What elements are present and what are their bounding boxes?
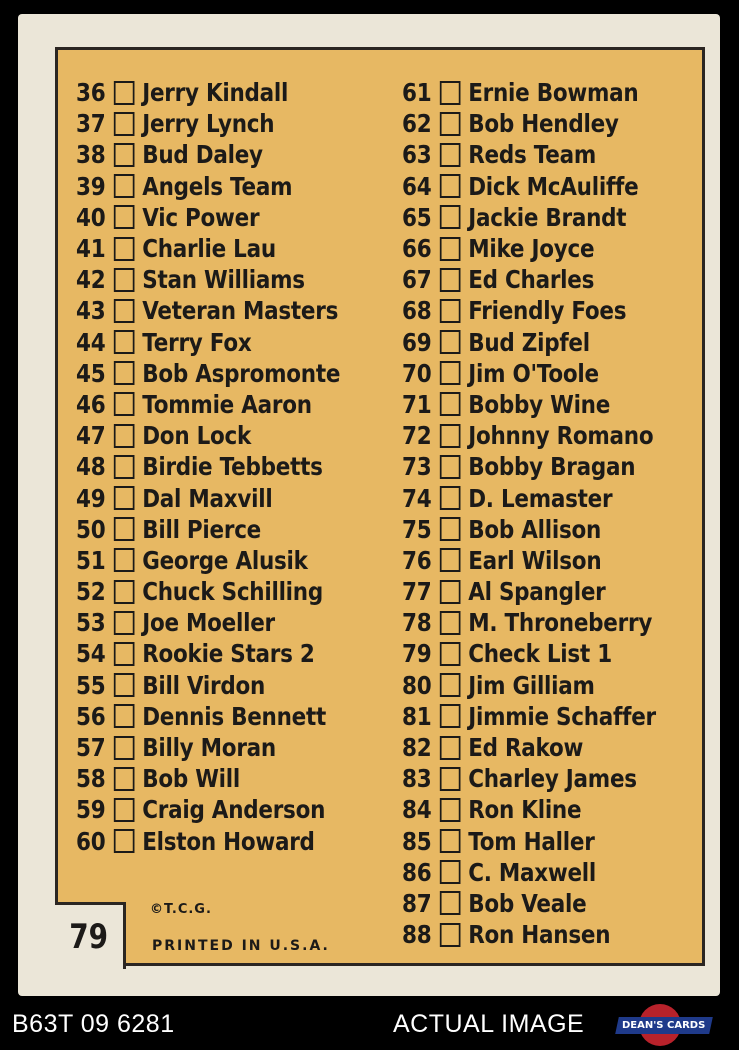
entry-number: 85 <box>402 826 432 856</box>
checklist-entry <box>402 139 656 170</box>
checklist-entry <box>76 233 340 264</box>
player-name: Jim Gilliam <box>468 670 595 700</box>
checkbox[interactable] <box>440 299 461 323</box>
checklist-entry <box>402 607 656 638</box>
checklist-entry <box>402 233 656 264</box>
entry-number: 54 <box>76 639 106 669</box>
entry-number: 67 <box>402 265 432 295</box>
checklist-entry <box>402 826 656 857</box>
checkbox[interactable] <box>440 704 461 728</box>
entry-number: 55 <box>76 670 106 700</box>
checkbox[interactable] <box>440 829 461 853</box>
checklist-entry <box>402 638 656 669</box>
checklist-entry <box>402 264 656 295</box>
checklist-entry <box>76 732 340 763</box>
entry-number: 47 <box>76 421 106 451</box>
entry-number: 87 <box>402 888 432 918</box>
checkbox[interactable] <box>114 455 135 479</box>
card-number-box <box>55 902 126 969</box>
checklist-entry <box>402 732 656 763</box>
checkbox[interactable] <box>440 798 461 822</box>
player-name: M. Throneberry <box>468 608 653 638</box>
checkbox[interactable] <box>440 517 461 541</box>
checkbox[interactable] <box>114 112 135 136</box>
checklist-entry <box>76 420 340 451</box>
checklist-entry <box>402 794 656 825</box>
player-name: D. Lemaster <box>468 483 613 513</box>
checklist-entry <box>76 264 340 295</box>
checklist-entry <box>402 763 656 794</box>
checkbox[interactable] <box>440 642 461 666</box>
checklist-entry <box>76 670 340 701</box>
player-name: Angels Team <box>142 171 293 201</box>
checklist-entry <box>402 202 656 233</box>
checkbox[interactable] <box>114 237 135 261</box>
entry-number: 51 <box>76 545 106 575</box>
entry-number: 41 <box>76 234 106 264</box>
player-name: Dick McAuliffe <box>468 171 639 201</box>
checklist-entry <box>76 701 340 732</box>
player-name: Bob Allison <box>468 514 602 544</box>
player-name: Bob Hendley <box>468 109 619 139</box>
entry-number: 69 <box>402 327 432 357</box>
checkbox[interactable] <box>440 112 461 136</box>
checkbox[interactable] <box>114 392 135 416</box>
entry-number: 65 <box>402 202 432 232</box>
player-name: Billy Moran <box>142 733 276 763</box>
checkbox[interactable] <box>440 330 461 354</box>
player-name: Tommie Aaron <box>142 389 312 419</box>
checklist-entry <box>76 451 340 482</box>
entry-number: 46 <box>76 389 106 419</box>
entry-number: 40 <box>76 202 106 232</box>
entry-number: 70 <box>402 358 432 388</box>
checklist-entry <box>402 888 656 919</box>
checklist-column-left <box>76 77 383 857</box>
checklist-entry <box>76 139 340 170</box>
copyright-text: ©T.C.G. <box>150 902 212 917</box>
checklist-entry <box>76 202 340 233</box>
checkbox[interactable] <box>114 299 135 323</box>
card-number: 79 <box>69 917 109 957</box>
checkbox[interactable] <box>114 361 135 385</box>
player-name: Friendly Foes <box>468 296 627 326</box>
entry-number: 50 <box>76 514 106 544</box>
player-name: Bob Veale <box>468 888 587 918</box>
checklist-entry <box>76 482 340 513</box>
player-name: Charlie Lau <box>142 234 276 264</box>
checklist-entry <box>76 794 340 825</box>
checkbox[interactable] <box>440 424 461 448</box>
checklist-entry <box>402 919 656 950</box>
checkbox[interactable] <box>440 361 461 385</box>
checkbox[interactable] <box>440 860 461 884</box>
player-name: Dal Maxvill <box>142 483 273 513</box>
player-name: Ron Hansen <box>468 920 611 950</box>
checkbox[interactable] <box>440 237 461 261</box>
entry-number: 59 <box>76 795 106 825</box>
entry-number: 83 <box>402 764 432 794</box>
entry-number: 52 <box>76 577 106 607</box>
player-name: Reds Team <box>468 140 597 170</box>
entry-number: 48 <box>76 452 106 482</box>
player-name: Bobby Bragan <box>468 452 636 482</box>
entry-number: 82 <box>402 733 432 763</box>
player-name: George Alusik <box>142 545 308 575</box>
player-name: Jim O'Toole <box>468 358 599 388</box>
checklist-entry <box>76 358 340 389</box>
entry-number: 77 <box>402 577 432 607</box>
entry-number: 64 <box>402 171 432 201</box>
checklist-entry <box>76 638 340 669</box>
player-name: Jerry Lynch <box>142 109 275 139</box>
player-name: Charley James <box>468 764 637 794</box>
checklist-entry <box>402 108 656 139</box>
entry-number: 43 <box>76 296 106 326</box>
checklist-entry <box>402 77 656 108</box>
entry-number: 72 <box>402 421 432 451</box>
player-name: C. Maxwell <box>468 857 597 887</box>
checklist-entry <box>402 482 656 513</box>
player-name: Johnny Romano <box>468 421 654 451</box>
entry-number: 75 <box>402 514 432 544</box>
entry-number: 71 <box>402 389 432 419</box>
player-name: Bud Zipfel <box>468 327 590 357</box>
entry-number: 58 <box>76 764 106 794</box>
checklist-entry <box>76 514 340 545</box>
player-name: Vic Power <box>142 202 260 232</box>
checkbox[interactable] <box>114 268 135 292</box>
checkbox[interactable] <box>440 548 461 572</box>
player-name: Dennis Bennett <box>142 701 327 731</box>
entry-number: 60 <box>76 826 106 856</box>
checklist-entry <box>402 670 656 701</box>
checklist-column-right <box>402 77 697 950</box>
player-name: Al Spangler <box>468 577 606 607</box>
checkbox[interactable] <box>114 736 135 760</box>
entry-number: 62 <box>402 109 432 139</box>
entry-number: 68 <box>402 296 432 326</box>
checklist-entry <box>402 171 656 202</box>
entry-number: 78 <box>402 608 432 638</box>
checkbox[interactable] <box>114 486 135 510</box>
entry-number: 80 <box>402 670 432 700</box>
entry-number: 36 <box>76 78 106 108</box>
deans-cards-logo <box>617 1004 711 1046</box>
checkbox[interactable] <box>114 580 135 604</box>
player-name: Mike Joyce <box>468 234 595 264</box>
checklist-entry <box>402 358 656 389</box>
entry-number: 42 <box>76 265 106 295</box>
checklist-entry <box>402 295 656 326</box>
checklist-entry <box>76 108 340 139</box>
entry-number: 84 <box>402 795 432 825</box>
checkbox[interactable] <box>114 143 135 167</box>
entry-number: 39 <box>76 171 106 201</box>
checkbox[interactable] <box>440 455 461 479</box>
entry-number: 76 <box>402 545 432 575</box>
checkbox[interactable] <box>114 611 135 635</box>
entry-number: 61 <box>402 78 432 108</box>
checkbox[interactable] <box>440 673 461 697</box>
player-name: Ed Charles <box>468 265 595 295</box>
player-name: Jimmie Schaffer <box>468 701 656 731</box>
checkbox[interactable] <box>440 143 461 167</box>
entry-number: 44 <box>76 327 106 357</box>
checklist-entry <box>402 701 656 732</box>
player-name: Bill Pierce <box>142 514 262 544</box>
checklist-entry <box>402 451 656 482</box>
player-name: Bill Virdon <box>142 670 266 700</box>
checkbox[interactable] <box>114 642 135 666</box>
player-name: Stan Williams <box>142 265 305 295</box>
entry-number: 73 <box>402 452 432 482</box>
checkbox[interactable] <box>440 767 461 791</box>
player-name: Jackie Brandt <box>468 202 627 232</box>
entry-number: 88 <box>402 920 432 950</box>
player-name: Chuck Schilling <box>142 577 323 607</box>
entry-number: 86 <box>402 857 432 887</box>
entry-number: 53 <box>76 608 106 638</box>
entry-number: 74 <box>402 483 432 513</box>
checklist-entry <box>76 576 340 607</box>
checkbox[interactable] <box>440 891 461 915</box>
entry-number: 57 <box>76 733 106 763</box>
checklist-entry <box>402 545 656 576</box>
checkbox[interactable] <box>440 611 461 635</box>
printed-in-text: PRINTED IN U.S.A. <box>152 938 330 954</box>
player-name: Joe Moeller <box>142 608 275 638</box>
player-name: Ron Kline <box>468 795 582 825</box>
checkbox[interactable] <box>114 517 135 541</box>
checklist-entry <box>402 857 656 888</box>
entry-number: 79 <box>402 639 432 669</box>
player-name: Earl Wilson <box>468 545 602 575</box>
checkbox[interactable] <box>440 81 461 105</box>
logo-text: DEAN'S CARDS <box>622 1020 706 1031</box>
checkbox[interactable] <box>114 330 135 354</box>
checklist-entry <box>76 77 340 108</box>
player-name: Craig Anderson <box>142 795 326 825</box>
checklist-entry <box>76 295 340 326</box>
player-name: Ernie Bowman <box>468 78 639 108</box>
checklist-entry <box>76 389 340 420</box>
checkbox[interactable] <box>440 174 461 198</box>
player-name: Jerry Kindall <box>142 78 289 108</box>
player-name: Ed Rakow <box>468 733 584 763</box>
player-name: Bobby Wine <box>468 389 611 419</box>
player-name: Terry Fox <box>142 327 252 357</box>
entry-number: 81 <box>402 701 432 731</box>
entry-number: 45 <box>76 358 106 388</box>
entry-number: 38 <box>76 140 106 170</box>
checklist-entry <box>76 545 340 576</box>
checkbox[interactable] <box>114 424 135 448</box>
checklist-entry <box>76 826 340 857</box>
checkbox[interactable] <box>114 798 135 822</box>
player-name: Birdie Tebbetts <box>142 452 323 482</box>
checklist-entry <box>76 327 340 358</box>
checkbox[interactable] <box>114 673 135 697</box>
cert-code: B63T 09 6281 <box>12 1010 175 1038</box>
player-name: Rookie Stars 2 <box>142 639 315 669</box>
entry-number: 66 <box>402 234 432 264</box>
entry-number: 63 <box>402 140 432 170</box>
checkbox[interactable] <box>114 174 135 198</box>
player-name: Bob Aspromonte <box>142 358 341 388</box>
checklist-entry <box>402 576 656 607</box>
checklist-entry <box>76 607 340 638</box>
logo-bar <box>615 1017 713 1034</box>
checkbox[interactable] <box>440 580 461 604</box>
checkbox[interactable] <box>114 548 135 572</box>
checklist-entry <box>402 514 656 545</box>
player-name: Bob Will <box>142 764 241 794</box>
image-caption: ACTUAL IMAGE <box>393 1010 585 1038</box>
entry-number: 56 <box>76 701 106 731</box>
checklist-entry <box>402 389 656 420</box>
checkbox[interactable] <box>440 205 461 229</box>
checklist-entry <box>402 420 656 451</box>
checklist-panel <box>55 47 705 966</box>
player-name: Elston Howard <box>142 826 315 856</box>
checkbox[interactable] <box>114 829 135 853</box>
checklist-entry <box>76 763 340 794</box>
player-name: Check List 1 <box>468 639 612 669</box>
checkbox[interactable] <box>440 268 461 292</box>
checkbox[interactable] <box>114 81 135 105</box>
checkbox[interactable] <box>440 736 461 760</box>
checkbox[interactable] <box>440 392 461 416</box>
player-name: Tom Haller <box>468 826 595 856</box>
checklist-entry <box>76 171 340 202</box>
player-name: Veteran Masters <box>142 296 339 326</box>
player-name: Don Lock <box>142 421 252 451</box>
player-name: Bud Daley <box>142 140 263 170</box>
entry-number: 37 <box>76 109 106 139</box>
checkbox[interactable] <box>440 486 461 510</box>
checklist-entry <box>402 327 656 358</box>
checkbox[interactable] <box>114 767 135 791</box>
checkbox[interactable] <box>114 205 135 229</box>
checkbox[interactable] <box>440 923 461 947</box>
entry-number: 49 <box>76 483 106 513</box>
checkbox[interactable] <box>114 704 135 728</box>
